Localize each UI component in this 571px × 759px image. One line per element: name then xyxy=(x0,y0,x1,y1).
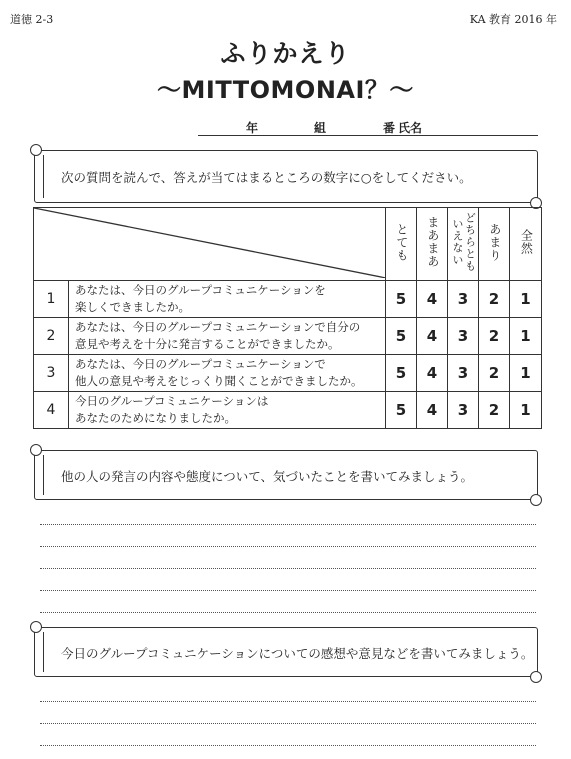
table-corner xyxy=(34,208,386,281)
score-5[interactable]: 5 xyxy=(386,392,417,429)
question-row-3 xyxy=(34,355,542,392)
score-2[interactable]: 2 xyxy=(479,318,510,355)
question-number: 4 xyxy=(34,392,69,429)
prompt-box-1 xyxy=(34,450,538,500)
score-5[interactable]: 5 xyxy=(386,281,417,318)
question-row-1 xyxy=(34,281,542,318)
header-zenzen: 全然 xyxy=(510,208,542,281)
header-amari: あまり xyxy=(479,208,510,281)
year-label: 年 xyxy=(246,121,259,135)
score-4[interactable]: 4 xyxy=(417,392,448,429)
question-number: 1 xyxy=(34,281,69,318)
score-4[interactable]: 4 xyxy=(417,355,448,392)
diagonal-line xyxy=(34,208,386,278)
question-number: 2 xyxy=(34,318,69,355)
score-3[interactable]: 3 xyxy=(448,355,479,392)
score-3[interactable]: 3 xyxy=(448,281,479,318)
question-number: 3 xyxy=(34,355,69,392)
score-4[interactable]: 4 xyxy=(417,281,448,318)
score-1[interactable]: 1 xyxy=(510,281,542,318)
page-subtitle: ～MITTOMONAI？～ xyxy=(157,76,414,104)
score-1[interactable]: 1 xyxy=(510,318,542,355)
prompt-box-2 xyxy=(34,627,538,677)
header-maamaa: まあまあ xyxy=(417,208,448,281)
score-4[interactable]: 4 xyxy=(417,318,448,355)
score-5[interactable]: 5 xyxy=(386,318,417,355)
prompt-text-2: 今日のグループコミュニケーションについての感想や意見などを書いてみましょう。 xyxy=(61,646,534,661)
publisher-label: KA 教育 2016 年 xyxy=(469,13,557,26)
score-3[interactable]: 3 xyxy=(448,318,479,355)
subject-label: 道徳 2-3 xyxy=(10,13,54,26)
name-label: 氏名 xyxy=(398,121,423,135)
name-row[interactable] xyxy=(198,118,538,136)
score-2[interactable]: 2 xyxy=(479,392,510,429)
question-text: 今日のグループコミュニケーションは あなたのためになりましたか。 xyxy=(69,392,386,429)
answer-lines-1[interactable] xyxy=(40,503,536,613)
header-dochiratomo: どちらとも いえない xyxy=(448,208,479,281)
question-text: あなたは、今日のグループコミュニケーションで自分の 意見や考えを十分に発言することができましたか。 xyxy=(69,318,386,355)
score-5[interactable]: 5 xyxy=(386,355,417,392)
score-2[interactable]: 2 xyxy=(479,355,510,392)
question-text: あなたは、今日のグループコミュニケーションで 他人の意見や考えをじっくり聞くことができましたか。 xyxy=(69,355,386,392)
class-label: 組 xyxy=(314,121,327,135)
score-2[interactable]: 2 xyxy=(479,281,510,318)
questionnaire-table xyxy=(33,207,542,429)
question-row-4 xyxy=(34,392,542,429)
score-1[interactable]: 1 xyxy=(510,392,542,429)
question-text: あなたは、今日のグループコミュニケーションを 楽しくできましたか。 xyxy=(69,281,386,318)
score-3[interactable]: 3 xyxy=(448,392,479,429)
header-totemo: とても xyxy=(386,208,417,281)
page-title: ふりかえり xyxy=(220,39,351,68)
instruction-text: 次の質問を読んで、答えが当てはまるところの数字に○をしてください。 xyxy=(61,170,472,185)
question-row-2 xyxy=(34,318,542,355)
prompt-text-1: 他の人の発言の内容や態度について、気づいたことを書いてみましょう。 xyxy=(61,469,474,484)
instruction-box xyxy=(34,150,538,203)
score-1[interactable]: 1 xyxy=(510,355,542,392)
answer-lines-2[interactable] xyxy=(40,680,536,746)
number-label: 番 xyxy=(383,121,396,135)
